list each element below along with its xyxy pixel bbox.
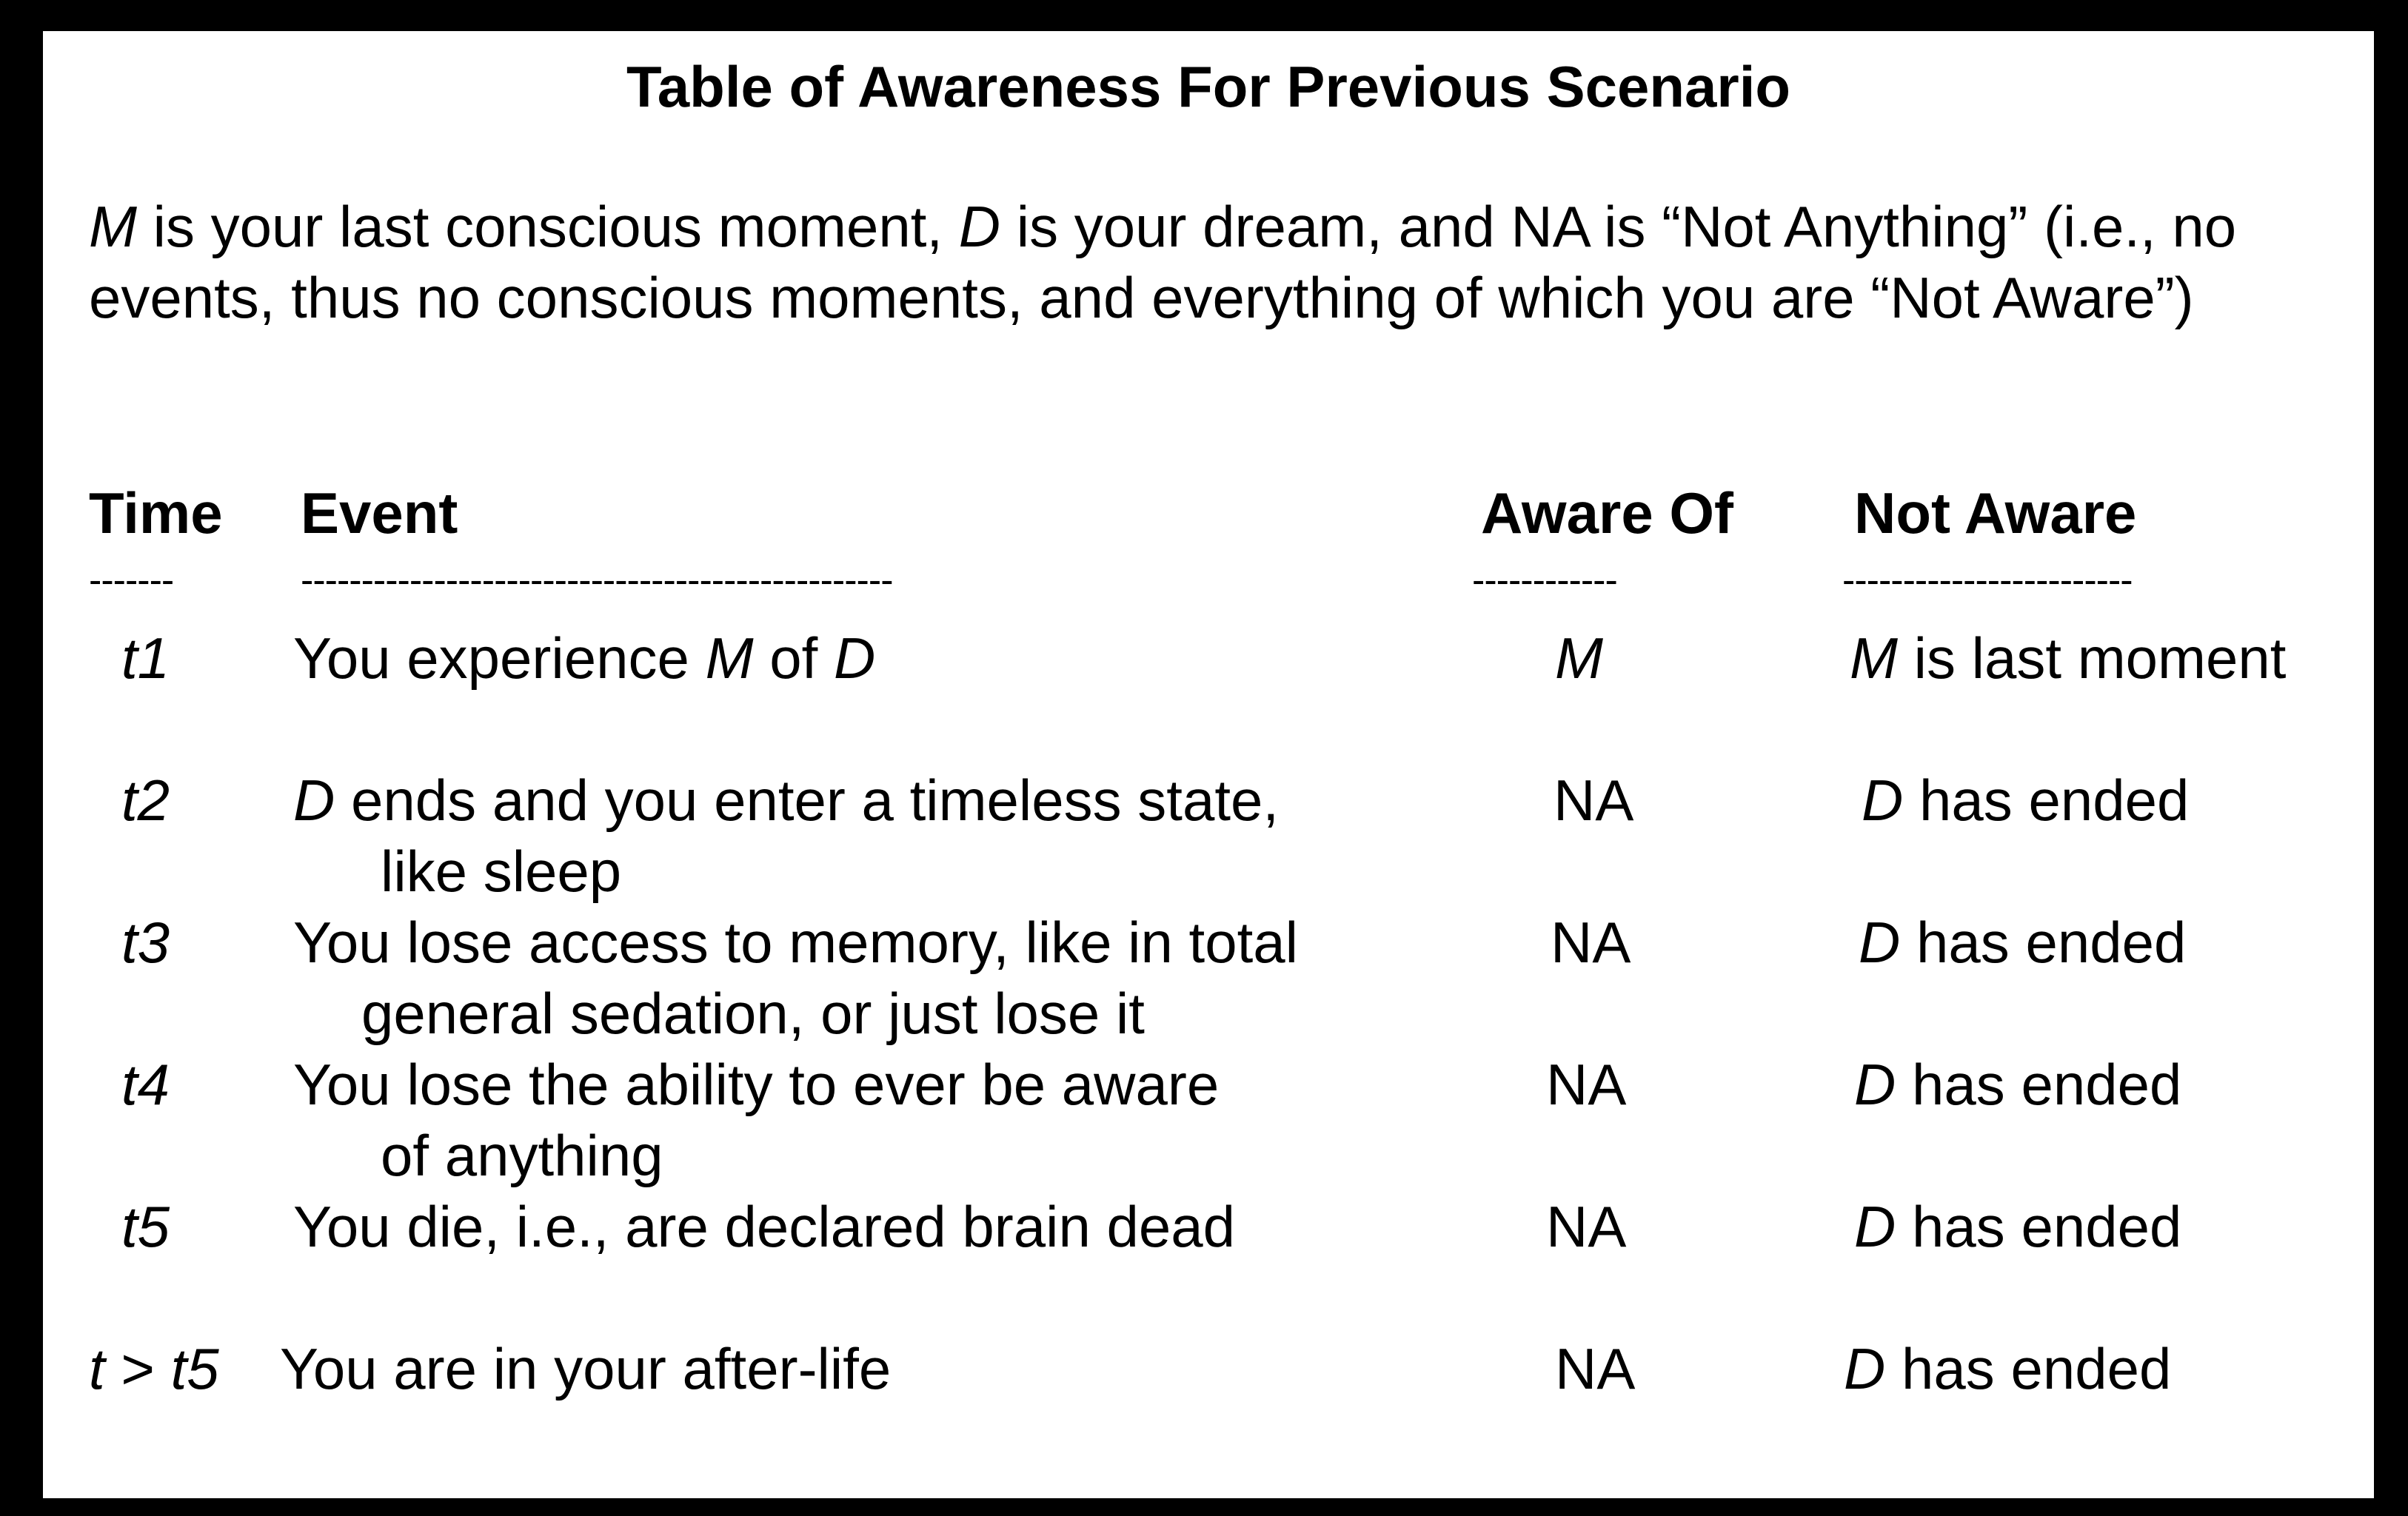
not-aware-cell: D has ended: [1844, 1336, 2172, 1401]
aware-of-cell: NA: [1551, 910, 1631, 975]
not-aware-cell: M is last moment: [1850, 625, 2287, 691]
header-time: Time: [89, 480, 223, 546]
not-aware-cell: D has ended: [1859, 910, 2187, 975]
event-cell: You are in your after-life: [280, 1336, 892, 1401]
time-cell: t3: [121, 910, 170, 975]
separator-time: -------: [89, 559, 174, 602]
not-aware-cell: D has ended: [1862, 768, 2190, 833]
separator-not-aware: ------------------------: [1842, 559, 2133, 602]
time-cell: t4: [121, 1052, 170, 1117]
event-cell-continuation: of anything: [381, 1123, 663, 1188]
separator-aware-of: ------------: [1472, 559, 1617, 602]
aware-of-cell: NA: [1546, 1052, 1627, 1117]
separator-event: -------------------------------------------------: [301, 559, 893, 602]
header-event: Event: [301, 480, 458, 546]
intro-paragraph: M is your last conscious moment, D is your dream, and NA is “Not Anything” (i.e., no events, thus no conscious moments, and everything of which you are “Not Aware”): [89, 194, 2237, 330]
time-cell: t2: [121, 768, 170, 833]
not-aware-cell: D has ended: [1854, 1052, 2182, 1117]
header-aware-of: Aware Of: [1481, 480, 1734, 546]
table-title: Table of Awareness For Previous Scenario: [626, 54, 1791, 119]
event-cell: D ends and you enter a timeless state,: [293, 768, 1280, 833]
header-not-aware: Not Aware: [1854, 480, 2137, 546]
time-cell: t > t5: [89, 1336, 219, 1401]
not-aware-cell: D has ended: [1854, 1194, 2182, 1259]
event-cell: You die, i.e., are declared brain dead: [293, 1194, 1236, 1259]
event-cell-continuation: general sedation, or just lose it: [361, 981, 1145, 1046]
event-cell: You experience M of D: [293, 625, 876, 691]
aware-of-cell: M: [1555, 625, 1603, 691]
m-symbol: M: [89, 194, 137, 259]
aware-of-cell: NA: [1555, 1336, 1636, 1401]
time-cell: t5: [121, 1194, 170, 1259]
document-panel: [43, 31, 2374, 1498]
d-symbol: D: [958, 194, 1001, 259]
event-cell-continuation: like sleep: [381, 839, 622, 904]
event-cell: You lose access to memory, like in total: [293, 910, 1298, 975]
aware-of-cell: NA: [1554, 768, 1634, 833]
event-cell: You lose the ability to ever be aware: [293, 1052, 1220, 1117]
time-cell: t1: [121, 625, 170, 691]
aware-of-cell: NA: [1546, 1194, 1627, 1259]
